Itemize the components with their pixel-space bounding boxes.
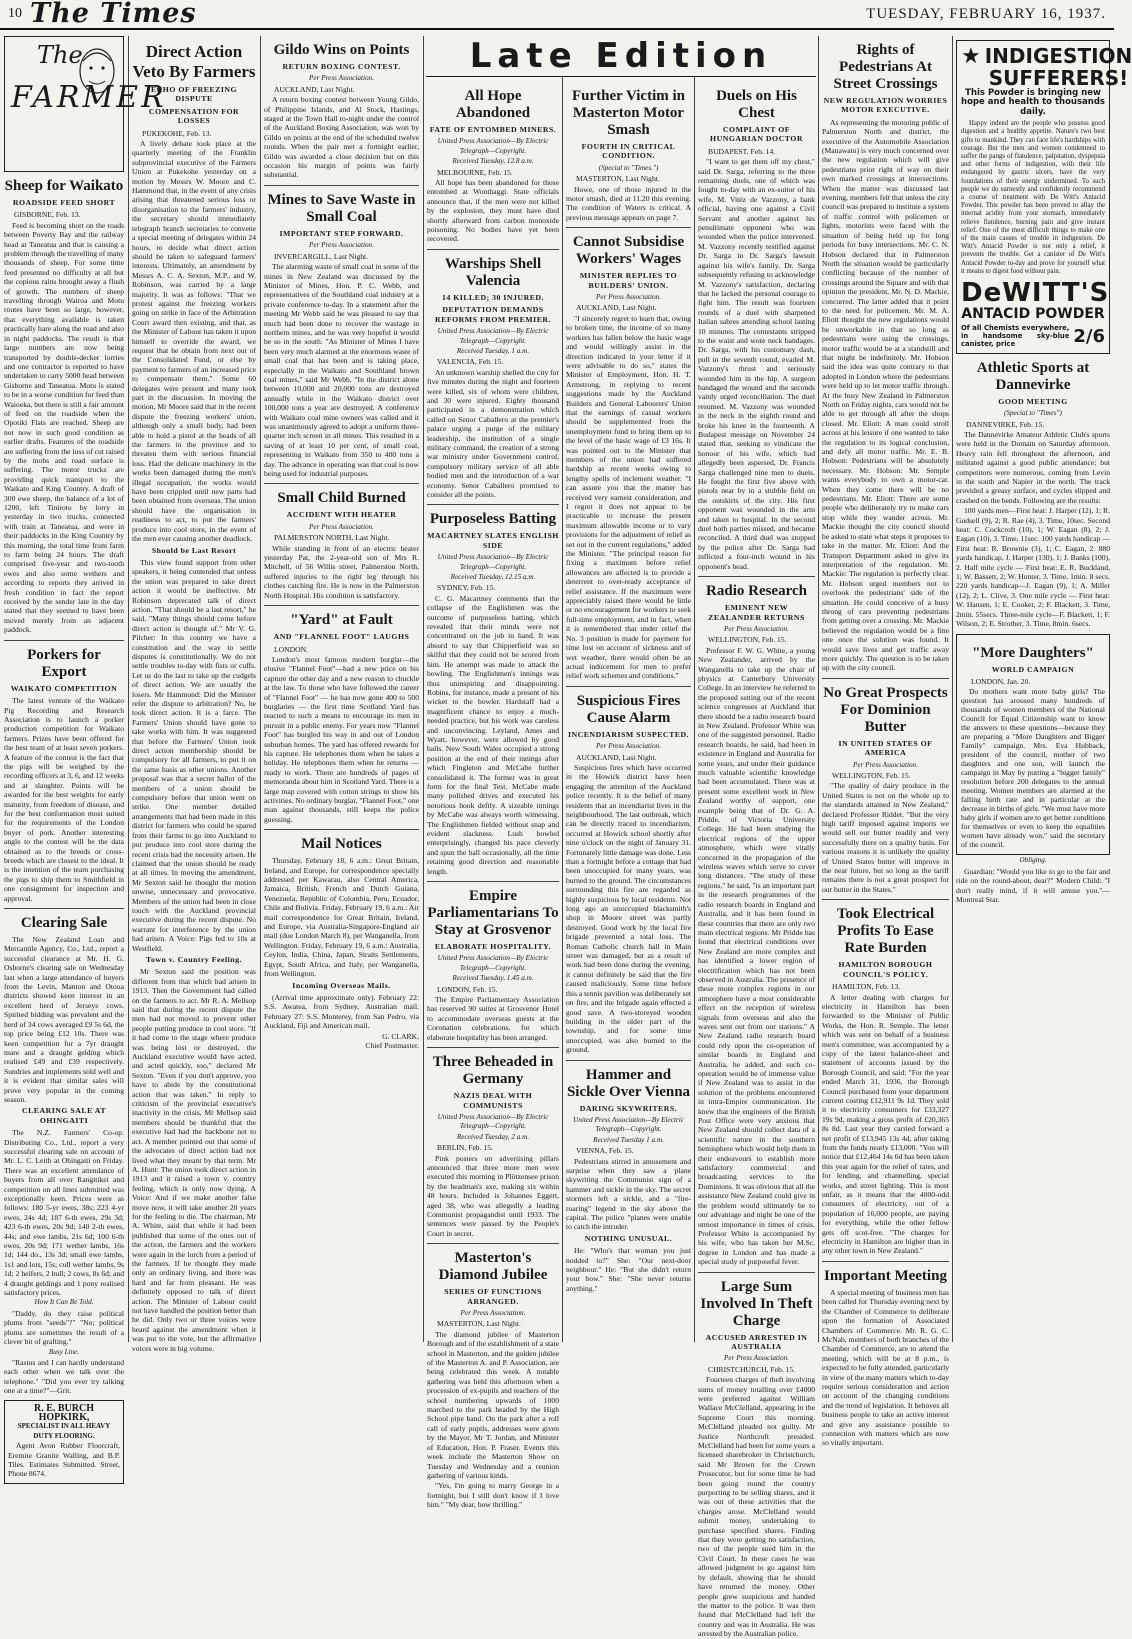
victim-byline: (Special to "Times.") bbox=[598, 163, 659, 172]
farmer-portrait-icon bbox=[75, 43, 119, 99]
athletic-dateline: DANNEVIRKE, Feb. 15. bbox=[966, 419, 1045, 429]
farmer-banner bbox=[4, 36, 167, 172]
ad-product: ANTACID POWDER bbox=[961, 306, 1105, 323]
sheep-subhead: ROADSIDE FEED SHORT bbox=[12, 198, 116, 207]
radio-byline: Per Press Association. bbox=[724, 624, 789, 633]
vienna-joke: He: "Who's that woman you just nodded to?" She: "Our next-door neighbour." He: "But she didn't return your bow." She: "She never returns anything." bbox=[566, 1246, 691, 1293]
daughters-headline: "More Daughters" bbox=[972, 645, 1094, 662]
porkers-subhead: WAIKATO COMPETITION bbox=[10, 683, 118, 693]
mail-body-2: (Arrival time approximate only). February 22: S.S. Awatea, from Sydney, Australian mail. February 27: S.S. Monterey, from San Pedro, via Auckland, Fiji and American mail. bbox=[264, 992, 419, 1031]
hope-body: All hope has been abandoned for those entombed at Wonthaggi. State officials announce that, if the men were not killed by the explosion, they must have died shortly afterward from carbon monoxide poisoning. No bodies have yet been recovered. bbox=[427, 178, 559, 244]
beheaded-received: Received Tuesday, 2 a.m. bbox=[456, 1132, 530, 1141]
mines-headline: Mines to Save Waste in Small Coal bbox=[267, 191, 416, 225]
divider bbox=[4, 640, 124, 641]
hope-headline: All Hope Abandoned bbox=[455, 88, 531, 121]
column-rule bbox=[260, 36, 261, 1342]
veto-body-2: This view found support from other speakers, it being contended that unless the union was prepared to take direct action it would be ineffective. Mr Robinson deprecated talk of direct action. "That should be a last resort," he said. "Many things should come before direct action is thought of." Mr V. G. Pilcher: In this country we have a constitution and the way to settle disputes is constitutionally. We do not settle troubles to-day with fists or cuffs. Let us do the last to take up the cudgels of direct action. We are usually the losers. Mr Hammond: Did the Minister refer the dispute to arbitration? No, he took direct action. It is a farce. The Farmers' Union should have gone to take works with him. It was suggested that before the Farmers' Union took direct action membership should be compulsory for all farmers, to put it on the same basis as other unions. Another proposal was that a secret ballot of the members of a union should be compulsory before that union went on strike. One member detailed arrangements that had been made in this district for farmers who could be spared from their farms to go into Auckland to put produce into cool store during the recent crisis had the necessity arisen. He claimed that the union should be ready at all times. In moving the amendment, Mr Sexton said he thought the motion unwise, unnecessary and provocative. Members of the union had been in close touch with the Auckland provincial executive during the recent dispute. No warrant for interference by the union had arisen. A Voice: Pigs fed to 10s at Westfield. bbox=[132, 557, 256, 953]
athletic-body: The Dannevirke Amateur Athletic Club's sports were held in the Domain on Saturday afternoon. Heavy rain fell throughout the afternoon, and militated against a good public attendance; but competitors were numerous, coming from Levin in the south and Napier in the north. The track provided a greasy surface, and cycles slipped and crashed on the bends. Following are the results: bbox=[956, 429, 1110, 505]
batting-headline: Purposeless Batting bbox=[429, 511, 557, 528]
butter-dateline: WELLINGTON, Feb. 15. bbox=[832, 771, 911, 780]
column-8 bbox=[956, 36, 1132, 1342]
divider bbox=[264, 605, 419, 606]
victim-subhead: FOURTH IN CRITICAL CONDITION. bbox=[581, 142, 676, 161]
athletic-byline: (Special to "Times") bbox=[1004, 409, 1062, 418]
radio-subhead: EMINENT NEW ZEALANDER RETURNS bbox=[708, 603, 805, 622]
burned-headline: Small Child Burned bbox=[277, 490, 406, 507]
veto-body: A lively debate took place at the quarterly meeting of the Franklin subprovincial executive of the Farmers Union at Pukekohe yesterday on a motion by Messrs W. Moore and C. Hammond that, in the event of any crisis arising that threatened serious loss or disorganisation to the farmers' industry, the secretary should immediately telegraph branch secretaries to convene a special meeting of delegates within 24 hours, to decide what direct action should be taken to safeguard farmers' interests. Ultimately, an amendment by Messrs A. C. A. Sexton, M.P., and W. Robinson, was carried by a large majority. It was as follows: "That we protest against the freezing workers going on strike in face of the Arbitration Court award then existing, and that, as the Minister of Labour has taken it upon himself to override the award, we request that he obtain from next out of the Consolidated Fund, or else by payment to farmers of an increased price to compensate them." Some 60 delegates were present and many took part in the discussion. In moving the motion, Mr Moore said that in the recent dispute the freezing workers' union, although only a small body, had been able to hold a pistol at the heads of all the farmers in the province and to threaten them with serious financial loss. Had the delicate machinery in the works been damaged during the men's illegal occupation, the works would have been crippled until new parts had been obtained from overseas. The union should have the organisation in readiness to act, to put the farmers' produce into cool store, in the event of the men ever causing another deadlock. bbox=[132, 139, 256, 544]
jubilee-byline: Per Press Association. bbox=[460, 1309, 526, 1317]
ad-body: Happy indeed are the people who possess good digestion and a healthy appetite. Nature's two best gifts to mankind. They can face life's hardships with courage. But the men and women condemned to suffer the pangs of flatulence, palpitation, dyspepsia and other forms of indigestion, with their life endangered by gastric ulcers, have the very foundations of their energy undermined. To such people we do earnestly and confidently recommend a course of treatment with De Witt's Antacid Powder. This powder has been proved to allay the internal acidity from your stomach, immediately relieve flatulence, burning pain and give instant relief. One of the most difficult things to make one of the main causes of trouble in indigestion. De Witt's Antacid Powder is not only a relief, it prevents the trouble. Get a canister of De Witt's Antacid Powder to-day and prove for yourself what it means to digest food without pain. bbox=[961, 120, 1105, 275]
divider bbox=[4, 908, 124, 909]
ad-brand: DeWITT'S bbox=[961, 278, 1110, 309]
porkers-body: The latest venture of the Waikato Pig Recording and Research Association is to launch a porker production competition for Waikato farmers. Prizes have been offered for the best team of at least seven porkers. A feature of the contest is the fact that the pigs will be weighed by the recording officers at 3, 6, and 12 weeks and at slaughter. Points will be awarded for the best weights for early maturity, from freedom of disease, and for the best conformation most suited for the requirements of the London buyer of pork. Another interesting angle to the contest will be the data obtained as to the breeds or cross-breeds which are closest to the ideal. It is the intention of the team purchasing the pigs to ship them to Smithfield in one consignment for inspection and approval. bbox=[4, 696, 124, 903]
divider bbox=[566, 227, 691, 228]
burned-dateline: PALMERSTON NORTH, Last Night. bbox=[274, 533, 390, 543]
column-5 bbox=[566, 82, 691, 1342]
farmer-banner-word: FARMER bbox=[11, 80, 167, 115]
hopkirk-ad bbox=[4, 1400, 124, 1484]
veto-subhead-4: Town v. Country Feeling. bbox=[146, 954, 242, 964]
electric-headline: Took Electrical Profits To Ease Rate Burden bbox=[836, 906, 935, 957]
mines-dateline: INVERCARGILL, Last Night. bbox=[274, 251, 369, 261]
divider bbox=[566, 686, 691, 687]
radio-headline: Radio Research bbox=[706, 583, 807, 600]
warships-received: Received Tuesday, 1 a.m. bbox=[456, 346, 530, 355]
pedestrians-subhead: NEW REGULATION WORRIES MOTOR EXECUTIVE. bbox=[823, 96, 948, 115]
warships-byline: United Press Association—By Electric Telegraph—Copyright. bbox=[437, 327, 549, 345]
pedestrians-headline: Rights of Pedestrians At Street Crossings bbox=[833, 42, 938, 92]
warships-dateline: VALENCIA, Feb. 15. bbox=[437, 357, 504, 367]
empire-body: The Empire Parliamentary Association has reserved 90 suites at Grosvenor Hotel to accommodate overseas guests at the Coronation celebrations, for which elaborate hospitality has been arranged. bbox=[427, 995, 559, 1042]
empire-received: Received Tuesday, 1.45 a.m. bbox=[452, 974, 534, 983]
athletic-subhead: GOOD MEETING bbox=[998, 396, 1068, 406]
fires-dateline: AUCKLAND, Last Night. bbox=[576, 752, 657, 762]
vienna-byline: United Press Association—By Electric Telegraph—Copyright. bbox=[573, 1115, 684, 1134]
late-edition-title: Late Edition bbox=[426, 36, 816, 77]
veto-subhead-2: COMPENSATION FOR LOSSES bbox=[148, 106, 240, 126]
divider bbox=[264, 185, 419, 186]
mines-body: The alarming waste of small coal in some of the mines in New Zealand was discussed by the Minister of Mines, Hon. P. C. Webb, and representatives of the Southland coal industry at a private conference to-day. In a statement after the meeting Mr Webb said he was pleased to say that much had been done to recover the wastage in northern mines, and he was very hopeful it would be so in the south. "As Minister of Mines I have been very much alarmed at the enormous waste of small coal that has been and is taking place, especially in the Waikato and Southland brown coal mines," said Mr Webb. "In the district alone between 10,000 and 20,000 tons are destroyed annually while in the Waikato district over 100,000 tons a year are destroyed. A conference with Waikato coal mine owners was called and it was unanimously agreed to adopt a uniform three-quarter inch screen in all mines. This resulted in a saving of at least 10 per cent, of small coal, representing in Waikato from 350 to 400 tons a day. The advance in operating was that coal is now being used for industrial purposes. bbox=[264, 262, 419, 479]
radio-dateline: WELLINGTON, Feb. 15. bbox=[708, 635, 787, 645]
divider bbox=[427, 1047, 559, 1048]
wages-subhead: MINISTER REPLIES TO BUILDERS' UNION. bbox=[579, 271, 678, 290]
fires-byline: Per Press Association. bbox=[596, 742, 661, 751]
theft-dateline: CHRISTCHURCH, Feb. 15. bbox=[708, 1364, 796, 1374]
column-rule bbox=[562, 36, 563, 1342]
veto-dateline: PUKEKOHE, Feb. 13. bbox=[142, 128, 212, 138]
jubilee-headline: Masterton's Diamond Jubilee bbox=[438, 1250, 548, 1284]
theft-body: Fourteen charges of theft involving sums of money totalling over £4000 were preferred against William Wallace McClelland, appearing in the Supreme Court this morning. McClelland pleaded not guilty. Mr Justice Northcroft presided. McClelland had been for some years a licensed sharebroker in Christchurch, said Mr Brown for the Crown Prosecutor, but for some time he had been going round the country purporting to be selling shares, and it was out of these activities that the charges arose. McClelland would submit money, undertaking to purchase specified shares. Finding that they were getting no satisfaction, two of the people sued him in the Civil Court. In these cases he was allowed judgment to go against him by default, showing that he should have returned the money. Other people grew suspicious and handed the matter to the police. It was then found that McClelland had left the country and was in Australia. He was arrested by the Australian police. bbox=[698, 1375, 815, 1639]
daughters-dateline: LONDON, Jan. 20. bbox=[971, 677, 1031, 687]
fires-headline: Suspicious Fires Cause Alarm bbox=[576, 692, 681, 726]
batting-byline: United Press Association—By Electric Telegraph—Copyright. bbox=[437, 553, 549, 571]
joke-title: How It Can Be Told. bbox=[34, 1298, 94, 1307]
empire-dateline: LONDON, Feb. 15. bbox=[437, 984, 498, 994]
mail-headline: Mail Notices bbox=[301, 836, 382, 853]
victim-dateline: MASTERTON, Last Night. bbox=[576, 174, 660, 184]
veto-subhead: ECHO OF FREEZING DISPUTE bbox=[150, 85, 238, 104]
jubilee-body: The diamond jubilee of Masterton Borough and of the establishment of a state school in Masterton, and the golden jubilee of the Masterton A. and P. Association, are being celebrated this week. A notable gathering was held this afternoon when a procession of ex-pupils and teachers of the school numbering upwards of 1000 marched to the park headed by the High School pipe band. On the park after a roll call of early pupils, addresses were given by the Mayor, Mr T. Jordan, and Minister of Education, Hon. P. Fraser. Events this week include the Masterton Show on Tuesday and Wednesday and a reunion gathering of various kinds. bbox=[427, 1329, 559, 1480]
vienna-received: Received Tuesday 1 a.m. bbox=[593, 1135, 664, 1144]
divider bbox=[822, 1261, 949, 1262]
joke-text: "Daddy, do they raise political plums from "seeds"?" "No; political plums are sometimes the result of a clever bit of grafting." bbox=[4, 1308, 124, 1347]
athletic-results: 100 yards men—First heat: J. Harper (12), 1; R. Gudsell (9), 2; R. Rae (4), 3. Time, 10sec. Second heat: C. Cockcroft (10), 1; W. Eagan (8), 2; J. Eagan (10), 3. Time, 11sec. 100 yards handicap — First heat: R. Brownie (3), 1; C. Eagan, 2. 880 yards handicap, J. Harper (130), 1; J. Banks (100), 2. Half mile cycle — First heat: E. R. Buckland, 1; W. Bassett, 2; W. Hunter, 3. Time, 1min. 8 secs. 220 yards handicap—J. Eagan (9), 1; A. Miller (12), 2; L. Clive, 3. One mile cycle — First heat: W. Hansen, 1; E. Cooker, 2; F. Blackett, 3. Time, 2min. 55secs. Three-mile cycle—F. Blackett, 1; F. Wilson, 2; E. Strother, 3. Time, 8min. 6secs. bbox=[956, 506, 1110, 629]
hopkirk-ad-name: R. E. BURCH HOPKIRK, bbox=[33, 1402, 94, 1423]
yard-headline: "Yard" at Fault bbox=[290, 612, 393, 629]
hopkirk-ad-line: SPECIALIST IN ALL HEAVY DUTY FLOORING. bbox=[17, 1422, 111, 1440]
mail-signature-name: G. CLARK, bbox=[382, 1031, 419, 1041]
column-3 bbox=[264, 36, 419, 1342]
column-6 bbox=[698, 82, 815, 1639]
batting-received: Received Tuesday, 12.15 a.m. bbox=[450, 573, 536, 582]
divider bbox=[264, 829, 419, 830]
mail-body: Thursday, February 18, 6 a.m.: Great Britain, Ireland, and Europe, for correspondence specially addressed per Kawarau, also Central America, Jamaica, British, French and Dutch Guiana, Venezuela, Republic of Colombia, Peru, Ecuador, Chile and Bolivia. Friday, February 19, 6 a.m.: Air mail correspondence for Great Britain, Ireland, and Europe, via Australia-Singapore-England air mail (due London March 8), per Wanganella, from Wellington. Friday, February 19, 6 a.m.: Australia, Ceylon, India, China, Japan, Straits Settlements, Egypt, South Africa, and Italy, per Wanganella, from Wellington. bbox=[264, 856, 419, 979]
meeting-headline: Important Meeting bbox=[824, 1267, 947, 1284]
hopkirk-ad-body: Agent Avon Rubber Floorcraft, Eremite Granite Walling, and B.P. Tiles. Estimates Submitted. Street, Phone 8674. bbox=[8, 1441, 120, 1479]
victim-headline: Further Victim in Masterton Motor Smash bbox=[571, 88, 686, 138]
obliging-title: Obliging. bbox=[1019, 856, 1047, 865]
mail-signature-title: Chief Postmaster. bbox=[365, 1040, 419, 1050]
joke-text-2: "Rastus and I can hardly understand each other when we talk over the telephone." "Did you ever try talking one at a time?"—Grit. bbox=[4, 1357, 124, 1396]
electric-body: A letter dealing with charges for electricity in Hamilton has been forwarded to the Minister of Public Works, the Hon. R. Semple. The letter which was sent on behalf of a business men's committee, was accompanied by a copy of the latest balance-sheet and statement of accounts issued by the Borough Council, and said: "For the year ended March 31, 1936, the Borough Council purchased from your department current costing £12,911 9s 1d. They sold it to electricity consumers for £33,327 19s 9d, making a gross profit of £20,365 8s 8d. Last year they carried forward a net profit of £13,945 13s 4d, after taking from the funds nearly £13,000. "You will notice that £12,464 14s 6d has been taken this year again for the relief of rates, and for lending, and channelling, special works, and street lighting. This is most unfair, as it means that the 4000-odd consumers of electricity, out of a population of 16,000 people, are paying for everything, while the other fellow gets off scot-free. "The charges for electricity in Hamilton are higher than in any other town in New Zealand." bbox=[822, 992, 949, 1256]
beheaded-headline: Three Beheaded in Germany bbox=[432, 1054, 554, 1088]
daughters-body: Do mothers want more baby girls? The question has aroused many hundreds of thousands of women members of the National Council for Equal Citizenship want to know the answers to these questions—because they are preparing a "More Daughters and Bigger Family" campaign. Mrs. Eva Hubback, president of the council, mother of two daughters and one son, will launch the campaign in May by putting a "bigger family" resolution before 200 delegates to the annual meeting. Women members are alarmed at the falling birth rate and in particular at the decrease in births of girls. "We must have more baby girls if women are to get better conditions for themselves or even to keep the equalities women have already won," said the secretary of the council. bbox=[961, 687, 1105, 850]
dewitts-ad bbox=[956, 40, 1132, 354]
batting-dateline: SYDNEY, Feb. 15. bbox=[437, 583, 496, 593]
vienna-headline: Hammer and Sickle Over Vienna bbox=[566, 1066, 691, 1100]
butter-byline: Per Press Association. bbox=[853, 760, 918, 769]
batting-body: C. G. Macartney comments that the collapse of the Englishmen was the outcome of purposeless batting, which revealed that their minds were not concentrated on the job in hand. It was absurd to say that Chipperfield was so skilful that they could not be scored from him. He attempt was made to attack the bowling. The Englishmen's innings was thus uninspiring and disappointing. Robins, for instance, made a present of his wicket to the bowler. Hardstaff had a magnificent chance to enjoy a much-needed practice, but his work was careless and unconvincing. Leyland, Ames and Wyatt, however, were allowed by good balls. New South Wales occupied a strong position at the end of their innings after which Fingleton and McCabe further consolidated it. The former was in great form for the final Test. McCabe made many polished drives and executed his notorious hook deftly. A sizeable innings by McCabe was always worth witnessing. The Englishmen fielded without snap and evident slackness. Lush bowled enterprisingly, changed his pace cleverly and spun the ball occasionally, all the time retaining good direction and reasonable length. bbox=[427, 593, 559, 876]
butter-subhead: IN UNITED STATES OF AMERICA bbox=[838, 738, 933, 758]
wages-headline: Cannot Subsidise Workers' Wages bbox=[572, 234, 685, 268]
wages-dateline: AUCKLAND, Last Night. bbox=[576, 303, 657, 313]
batting-subhead: MACARTNEY SLATES ENGLISH SIDE bbox=[427, 531, 559, 550]
warships-headline: Warships Shell Valencia bbox=[444, 255, 542, 289]
jubilee-subhead: SERIES OF FUNCTIONS ARRANGED. bbox=[444, 1287, 542, 1306]
divider bbox=[427, 881, 559, 882]
theft-headline: Large Sum Involved In Theft Charge bbox=[700, 1278, 813, 1329]
burned-body: While standing in front of an electric heater yesterday Pat, the 2-year-old son of Mrs R. Mitchell, of 56 Willis street, Palmerston North, suffered injuries to the right leg through his clothes catching fire. He is now in the Palmerston North Hospital. His condition is satisfactory. bbox=[264, 543, 419, 600]
ad-price-note: Of all Chemists everywhere, in handsome sky-blue canister, price bbox=[961, 324, 1070, 349]
yard-body: London's most famous modern burglar—the elusive "Flannel Foot"—had a new price on his capture the other day and a new reason to chuckle at the law. To those who have followed the career of "Flannel Foot" — he has now gone 400 to 500 burglaries — the first time Scotland Yard has reacted to such a means to encourage its men in pursuit in a public enemy. For years now "Flannel Foot" has burgled his way in and out of London suburban homes. The yard has offered rewards for his capture. He telephones them when he takes a holiday. He telephones them when he returns — ready to work. There are hundreds of pages of memoranda about him in Scotland Yard. There is a large map covered with cotton strings to show his activities. No ordinary burglar, "Flannel Foot," one man against thousands, still keeps the police guessing. bbox=[264, 654, 419, 824]
divider bbox=[822, 899, 949, 900]
duels-dateline: BUDAPEST, Feb. 14. bbox=[708, 146, 776, 156]
column-rule bbox=[818, 36, 819, 1342]
burned-byline: Per Press Association. bbox=[309, 522, 374, 531]
issue-date: TUESDAY, FEBRUARY 16, 1937. bbox=[866, 6, 1106, 22]
veto-headline: Direct Action Veto By Farmers bbox=[132, 42, 256, 81]
column-rule bbox=[128, 36, 129, 1342]
boxing-byline: Per Press Association. bbox=[309, 74, 374, 83]
clearing-body: The New Zealand Loan and Mercantile Agency, Co., Ltd., report a successful clearance at Mr. H. G. Osborne's clearing sale on Wednesday last when a large attendance of buyers from the Levin, Manton and Otoua districts showed keen interest in an excellent herd of Jerseys cows. Spirited bidding was prevalent and the herd of 34 cows averaged £9 5s 6d, the top price being £12 10s. There was keen competition for a 7yr draught mare and a draught gelding which realised £49 and £39 respectively. Sundries and implements sold well and it is evident that similar sales will prove very popular in the coming season. bbox=[4, 935, 124, 1104]
duels-headline: Duels on His Chest bbox=[716, 88, 797, 121]
porkers-headline: Porkers for Export bbox=[27, 646, 101, 680]
daughters-box bbox=[956, 634, 1110, 855]
clearing-headline: Clearing Sale bbox=[20, 915, 108, 932]
boxing-body: A return boxing contest between Young Gildo, of Philippine Islands, and Al Stock, Hastings, staged at the Town Hall to-night under the control of the Auckland Boxing Association, was won by Gildo on points at the end of the scheduled twelve rounds. When the pair met a fortnight earlier, Gildo was awarded a close decision but on this occasion his margin of points was fairly substantial. bbox=[264, 95, 419, 180]
divider bbox=[427, 1243, 559, 1244]
column-4 bbox=[427, 82, 560, 1510]
fires-subhead: INCENDIARISM SUSPECTED. bbox=[567, 729, 690, 739]
daughters-subhead: WORLD CAMPAIGN bbox=[991, 665, 1075, 675]
vienna-subhead: DARING SKYWRITERS. bbox=[579, 1103, 678, 1113]
divider bbox=[264, 483, 419, 484]
boxing-headline: Gildo Wins on Points bbox=[273, 42, 410, 58]
meeting-body: A special meeting of business men has been called for Thursday evening next by the Chamber of Commerce to deliberate upon the formation of Associated Chambers of Commerce. Mr. R. G. C. McNab, members of both branches of the Chamber of Commerce, are to attend the meeting, which will be at 8 p.m., is expected to be fully attended, particularly in view of the many matters which to-day require serious consideration and action on account of the changing conditions and the trend of legislation. It behoves all business people to take an active interest and give any assistance possible to connection with matters which are now so vitally important. bbox=[822, 1287, 949, 1448]
joke-title-2: Busy Line. bbox=[48, 1347, 80, 1356]
boxing-dateline: AUCKLAND, Last Night. bbox=[274, 84, 355, 94]
divider bbox=[427, 504, 559, 505]
paper-name: The Times bbox=[30, 0, 197, 29]
clearing-subhead: CLEARING SALE AT OHINGAITI bbox=[21, 1106, 107, 1125]
jubilee-joke: "Yes, I'm going to marry George in a fortnight, but I still don't know if I love him." "My dear, how thrilling." bbox=[427, 1481, 559, 1510]
beheaded-byline: United Press Association—By Electric Telegraph—Copyright. bbox=[437, 1112, 549, 1131]
empire-byline: United Press Association—By Electric Telegraph—Copyright. bbox=[437, 954, 549, 972]
ad-tagline: This Powder is bringing new hope and health to thousands daily. bbox=[961, 88, 1105, 117]
column-7 bbox=[822, 36, 949, 1448]
late-edition-banner bbox=[426, 36, 816, 76]
theft-subhead: ACCUSED ARRESTED IN AUSTRALIA bbox=[705, 1332, 808, 1351]
beheaded-body: Pink posters on advertising pillars announced that three more men were executed this morning in Plötzensee prison by the headman's axe, making six within 48 hours. Included is Johannes Eggert, aged 38, who was allegedly a leading Communist propagandist until 1933. The sentences were passed by the People's Court in secret. bbox=[427, 1153, 559, 1238]
yard-dateline: LONDON. bbox=[274, 644, 308, 654]
pedestrians-body: As representing the motoring public of Palmerston North and district, the executive of the Automobile Association (Manawatu) is very much concerned over the new regulation which will give pedestrians prior right of way on their own marked crossings at intersections. When the matter was discussed last evening, members felt that unless the city council was prepared to institute a system of traffic control with policemen or lights, motorists were faced with the situation of being held up for long periods for busy intersections. Mr. C. N. Hobson declared that in Palmerston North the situation would be particularly conflicting because of the number of crossings around the Square and with that opinion the president, Mr. N. D. Mackie, concurred. The latter added that it point to the need for policemen. Mr. M. A. Eliott thought the new regulations would be unworkable in that so long as pedestrians were using the crossings, motor traffic would be at a standstill and that might be indefinitely. Mr. Hobson said the idea was quite contrary to that adopted in London where the pedestrians were held up to let motor traffic through. At the busy New Zealand in Palmerston North on Friday nights, cars would not be able to get through all after the shops closed. Mr. Eliott: A man could stroll across at his leisure if one wanted to take the regulation to its logical conclusion, and defy all motor traffic. Mr. E. B. Hobson: Pedestrians will be absolutely necessary. Mr. Hobson: Mr. Semple wants everybody to own a motor-car. When they come there will be no pedestrians. Mr. Eliott: There are some people who deliberately try to make cars stop while they wander across. Mr. Mackie thought the city council should be asked to state what steps it proposes to take in the matter. Mr. Eliott: And the Transport Department asked to give its interpretation of the regulation. Mr. Mackie: The regulation is perfectly clear. Mr. Hobson urged members not to overlook the pedestrians' side of the situation. He could conceive of a busy throng of cars preventing pedestrians from getting over a crossing. Mr. Mackie believed the regulation would be a fine one once the solution was found. It would save lives and get traffic away more quickly. The question is to be taken up with the city council. bbox=[822, 117, 949, 673]
ad-price: 2/6 bbox=[1073, 325, 1105, 347]
divider bbox=[427, 249, 559, 250]
column-2 bbox=[132, 36, 256, 1353]
page-number: 10 bbox=[8, 6, 22, 21]
column-rule bbox=[952, 36, 953, 1342]
boxing-subhead: RETURN BOXING CONTEST. bbox=[282, 62, 401, 71]
obliging-joke: Guardian: "Would you like to go to the fair and ride on the round-about, dear?" Modern Child: "I don't really mind, if it will amuse you."—Montreal Star. bbox=[956, 866, 1110, 905]
jubilee-dateline: MASTERTON, Last Night. bbox=[437, 1319, 521, 1329]
veto-body-3: Mr Sexton said the position was different from that which had arisen in 1913. Then the Government had called on the farmers to act. Mr R. A. Mellsop said that during the recent dispute the men had not moved to prevent other people putting produce in cool store. "If it had come to the stage where produce was being lost or destroyed, the Auckland executive would have acted, and acted quickly, too," declared Mr Sexton. "Even if you don't approve, you have to abide by the constitutional action that was taken." In reply to criticism of the provincial executive's inactivity in the crisis, Mr Mellsop said members should be thankful that the executive had had the backbone not to act. A member pointed out that some of the advocates of direct action had not lived what they meant by that term. Mr A. Hunt: The union took direct action in 1913 and it raised a town v. country feeling, which is only now dying. A Voice: And if we make another false move now, it will take another 20 years for the feeling to die. The chairman, Mr A. White, said that while it had been published that some of the ones out of the action, the farmers and the workers were again in the lurch from a period of the farmers. If he thought they made only an ordinary living, and there was hard and far from pleasant. He was definitely opposed to talk of direct action. The Minister of Labour could not have handled the position better than he did. Only two or three voices were heard against the amendment when it was put to the vote, but the affirmative voices were in big volume. bbox=[132, 967, 256, 1353]
burned-subhead: ACCIDENT WITH HEATER bbox=[286, 510, 397, 520]
vienna-dateline: VIENNA, Feb. 15. bbox=[576, 1146, 634, 1156]
fires-body: Suspicious fires which have occurred in the Howick district have been engaging the attention of the Auckland police recently. It is the belief of many residents that an incendiarist lives in the neighbourhood. The last outbreak, which can be directly traced to incendiarism, occurred at Howick school shortly after nine o'clock on the night of January 31. Fortunately little damage was done. Less than a fortnight before a cottage that had been unoccupied for many years, was burned to the ground. The circumstances surrounding this fire are regarded as highly suspicious by local residents. Not long ago an unoccupied blacksmith's shop in Moore street was partly destroyed. Good work by the local fire brigade prevented a total loss. The Roman Catholic church hall in Main street was damaged, but as a result of work had been done during the evening, it cannot definitely be said that the fire caused maliciously. Some time before this a tennis pavilion was deliberately set on fire, and the brigade again effected a good save. A two-storeyed wooden building in the older part of the township, and for some time unoccupied, was also burned to the ground. bbox=[566, 762, 691, 1055]
star-icon: ★ bbox=[961, 43, 981, 68]
radio-body: Professor F. W. G. White, a young New Zealander, arrived by the Wanganella to take up the chair of physics at Canterbury University College. In an interview he referred to the proposed setting out of the recent science congresses at Auckland that there should be a radio research board in New Zealand. Professor White was one of the suggested personnel. Radio research boards, he said, had been in existence in England and Australia for some years, and under their guidance much valuable scientific knowledge had been accumulated. There was at present some excellent work in New Zealand worthy of support, one example being that of Dr. G. A. Pridde, of Victoria University College. He had been studying the electrical regions of the upper atmosphere, which were vitally concerned in the propagation of the wireless waves which serve to cover long distances. "The study of these regions," he said, "is an important part in the research programmes of the radio research boards in England and Australia, and it has been found in these countries that there are only two main electrical regions. Mr Pridde has found that electrical conditions over New Zealand are more complex and has identified a lower region of electrification which has not been observed in Australia. The presence of these more complex regions in our atmosphere have a most considerable effect on the reception of wireless signals from overseas and also the waves sent out from our stations." A New Zealand radio research board could rely upon the co-operation of similar boards in England and Australia, he added, and such co-operation would be of immense value if New Zealand was to assist in the solution of the problems encountered in intra-Empire communication. He knew that the engineers of the British Post Office were very anxious that New Zealand should collect data of a scientific nature in the southern hemisphere which would help them in their endeavours to establish more satisfactory commercial and broadcasting services to the Dominions. It was obvious that all the assistance New Zealand could give in the problem would ultimately be to our advantage and night be one of the utmost importance in times of crisis. Professor White is accompanied by his wife, who has taken her M.Sc. degree in London and has made a special study of purposeful fever. bbox=[698, 645, 815, 1267]
hope-dateline: MELBOURNE, Feb. 15. bbox=[437, 167, 513, 177]
column-rule bbox=[694, 36, 695, 1342]
empire-subhead: ELABORATE HOSPITALITY. bbox=[434, 942, 552, 952]
empire-headline: Empire Parliamentarians To Stay at Grosvenor bbox=[427, 888, 559, 939]
theft-byline: Per Press Association. bbox=[724, 1354, 789, 1363]
duels-subhead: COMPLAINT OF HUNGARIAN DOCTOR bbox=[710, 125, 803, 144]
sheep-headline: Sheep for Waikato bbox=[4, 178, 124, 194]
yard-subhead: AND "FLANNEL FOOT" LAUGHS bbox=[273, 632, 410, 642]
divider bbox=[698, 1272, 815, 1273]
butter-headline: No Great Prospects For Dominion Butter bbox=[823, 684, 948, 735]
divider bbox=[698, 576, 815, 577]
warships-body: An unknown warship shelled the city for five minutes during the night and fourteen were killed, six of whom were children, and 30 were injured. Eighty thousand participated in a demonstration which called on Senor Caballero at the premier's palace urging a purge of the military leadership, the institution of a single military command, the creation of a strong war ministry under Government control, compulsory military service of all able bodied men and the introduction of a war economy. Senor Caballero promised to consider all the points. bbox=[427, 367, 560, 499]
wages-body: "I sincerely regret to learn that, owing to broken time, the income of so many workers has fallen below the basic wage and would willingly assist in the direction indicated in your letter if it were advisable to do so," states the Minister of Employment, Hon. H. T. Armstrong, in replying to recent suggestions made by the Auckland Builders and General Labourers' Union that the earnings of casual workers should be supplemented from the unemployment fund to bring them up to the level of the basic wage of £3 16s. It was pointed out to the Minister that members of the union had suffered hardship as recent weeks owing to lengthy spells of inclement weather. "I can assure you that the matter has received very earnest consideration, and I regret it does not appear to be practicable to increase the present maximum allowable income or to vary provisions for the adjustment of relief as set out in the current regulations," added the Minister. "The principal reason for fixing a maximum before relief allowances are affected is to provide a deterrent to over-ready acceptance of relief assistance. If the maximum were appreciably raised there would be little or no encouragement for workers to seek full-time employment, and in fact, when it is remembered that under relief the No. 3 position is made for payment for time lost on account of sickness and of wet weather, there would often be an actual inducement for men to prefer relief work schemes and conditions." bbox=[566, 313, 691, 681]
vienna-subhead-2: NOTHING UNUSUAL. bbox=[584, 1233, 673, 1243]
electric-dateline: HAMILTON, Feb. 13. bbox=[832, 982, 901, 992]
masthead bbox=[0, 0, 1114, 30]
beheaded-subhead: NAZIS DEAL WITH COMMUNISTS bbox=[453, 1091, 533, 1110]
mines-subhead: IMPORTANT STEP FORWARD. bbox=[279, 228, 404, 238]
athletic-headline: Athletic Sports at Dannevirke bbox=[976, 359, 1090, 393]
sheep-body: Feed is becoming short on the roads between Poverty Bay and the railway head at Taneatua and that is causing a problem through the travelling of many thousands of sheep. For some time feed presented no difficulty at all but the copious rains brought away a flush of growth. The numbers of sheep travelling through Wairoa and Motu routes have been so large, however, that everything available is taken practically bare along the road and also in night paddocks. The result is that large numbers are now being transported by double-decker lorries and one contractor is reported to have undertaken to carry 5000 head between Gisborne and Taneatua. Motu is stated to be in a worse condition for feed than Waioeka, but there is still a fair amount of feed on the roadside when the Opotiki Flats are reached. Sheep are not now in such good condition as earlier drafts. Features of the roadside are suffering from the loss of cut raised by the mobs and road surface is suffering. The motor trucks are providing quick transport to the Waikato and King Country. A draft of 300 ewe sheep, the balance of a lot of 1200, left Tiniroto by lorry in yesterday in two trucks, connected with train at Taneatua, and were in their paddocks in the King Country by this morning, the total time from farm to farm being 24 hours. The draft comprised five-year and two-tooth ewes and also some wethers and according to reports they arrived in fresh condition in fact the report received by the sender late in the day stated that they seemed to have been moved merely from an adjacent paddock. bbox=[4, 220, 124, 635]
column-rule bbox=[423, 36, 424, 1342]
victim-body: Howe, one of those injured in the motor smash, died at 11.20 this evening. The condition of Waters is critical. A previous message appears on page 7. bbox=[566, 184, 691, 222]
hope-subhead: FATE OF ENTOMBED MINERS. bbox=[429, 125, 557, 134]
ad-headline: INDIGESTION SUFFERERS! bbox=[984, 44, 1132, 90]
electric-subhead: HAMILTON BOROUGH COUNCIL'S POLICY. bbox=[838, 960, 933, 979]
butter-body: "The quality of dairy produce in the United States is not on the whole up to the standards attained in New Zealand," declared Professor Riddet. "But the very high tariff imposed against imports we would sell our butter readily and very successfully there on a quality basis. For various reasons it is unlikely the quality of United States butter will improve in the near future, but so long as the tariff remains there is not a great prospect for our butter in the States." bbox=[822, 781, 949, 894]
vienna-body: Pedestrians stirred in amusement and surprise when they saw a plane skywriting the Communist sign of a hammer and sickle in the sky. The secret stormers left a sickle, and a "fire-roaring" legend in the sky above the capital. The police "planes were unable to catch the intruder. bbox=[566, 1156, 691, 1232]
column-1 bbox=[4, 36, 167, 1479]
divider bbox=[822, 678, 949, 679]
beheaded-dateline: BERLIN, Feb. 15. bbox=[437, 1143, 493, 1153]
warships-subhead: 14 KILLED; 30 INJURED. bbox=[442, 292, 544, 302]
wages-byline: Per Press Association. bbox=[596, 293, 661, 302]
mines-byline: Per Press Association. bbox=[309, 241, 374, 250]
veto-subhead-3: Should be Last Resort bbox=[151, 545, 237, 555]
farmer-banner-the: The bbox=[37, 41, 83, 69]
mail-subhead: Incoming Overseas Mails. bbox=[292, 980, 391, 990]
divider bbox=[566, 1060, 691, 1061]
warships-subhead-2: DEPUTATION DEMANDS REFORMS FROM PREMIER. bbox=[435, 305, 551, 324]
hope-byline: United Press Association—By Electric Telegraph—Copyright. bbox=[437, 137, 549, 155]
hope-received: Received Tuesday, 12.8 a.m. bbox=[452, 157, 534, 166]
clearing-body-2: The N.Z. Farmers' Co-op. Distributing Co., Ltd., report a very successful clearing sale on account of Mr. L. C. Leith at Ohingaiti on Friday. There was an excellent attendance of buyers from all over Rangitikei and competition on all lines submitted was exceptionally keen. Prices were as follows: 180 5-yr ewes, 38s; 223 4-yr ewes, 24s 4d; 187 6-th ewes, 29s 3d; 423 6-th ewes, 20s 9d; 140 2-th ewes, 44s; and ewe lambs, 21s 6d; 100 6-th ewes, 20s 9d; 171 wether lambs, 16s 1d; 144 do., 13s 3d; small ewe lambs, 1s1 and lots, 15s; cull wether lambs, 9s 1d; 2 heifers, 2 bull; 2 cows, 8s 6d; and 4 draught geldings and 1 pony realised satisfactory prices. bbox=[4, 1128, 124, 1298]
duels-body: "I want to get them off my chest," said Dr. Sarga, referring to the three remaining duels, one of which was fought to-day with an ex-suitor of his wife, M. Vitéz de Vazzony, a bank official, having one against a Civil Servant and another against his penultimate opponent who was wounded when the police intervened. M. Vazzony recently testified against Dr. Sarga in Dr. Sarga's lawsuit against his wife's family. Dr. Sarga subsequently refusing to acknowledge M. Vazzony's satisfaction, declaring that he lacked the personal courage to fight him. The result was fourteen rounds of a duel with sharpened Italian sabres attending school lasting 10 minutes. The contestants stripped to the waist and wore neck bandages. Dr. Sarga, with his customary dash, pull in the seventh round, evaded M. Vazzony's thrust and seriously wounded him in the hip. A surgeon bandaged the wound and the seconds vainly urged reconciliation. The duel resumed. M. Vazzony was wounded in the neck in the eighth round and broke his knee in the fourteenth. A Budapest message on November 24 stated that, seeking to vindicate the honour of his wife, which had allegedly been aspersed, Dr. Francis Sarga challenged nine men to duels. He fought the first five above with pistols near by in a stubble field on the outskirts of the city. His first opponent was wounded in the arm and taken to hospital. In the second duel both parties missed, and became reconciled. A third duel was stopped by the police after Dr. Sarga had inflicted a four-inch wound in his opponent's head. bbox=[698, 157, 815, 571]
sheep-dateline: GISBORNE, Feb. 13. bbox=[14, 210, 81, 220]
